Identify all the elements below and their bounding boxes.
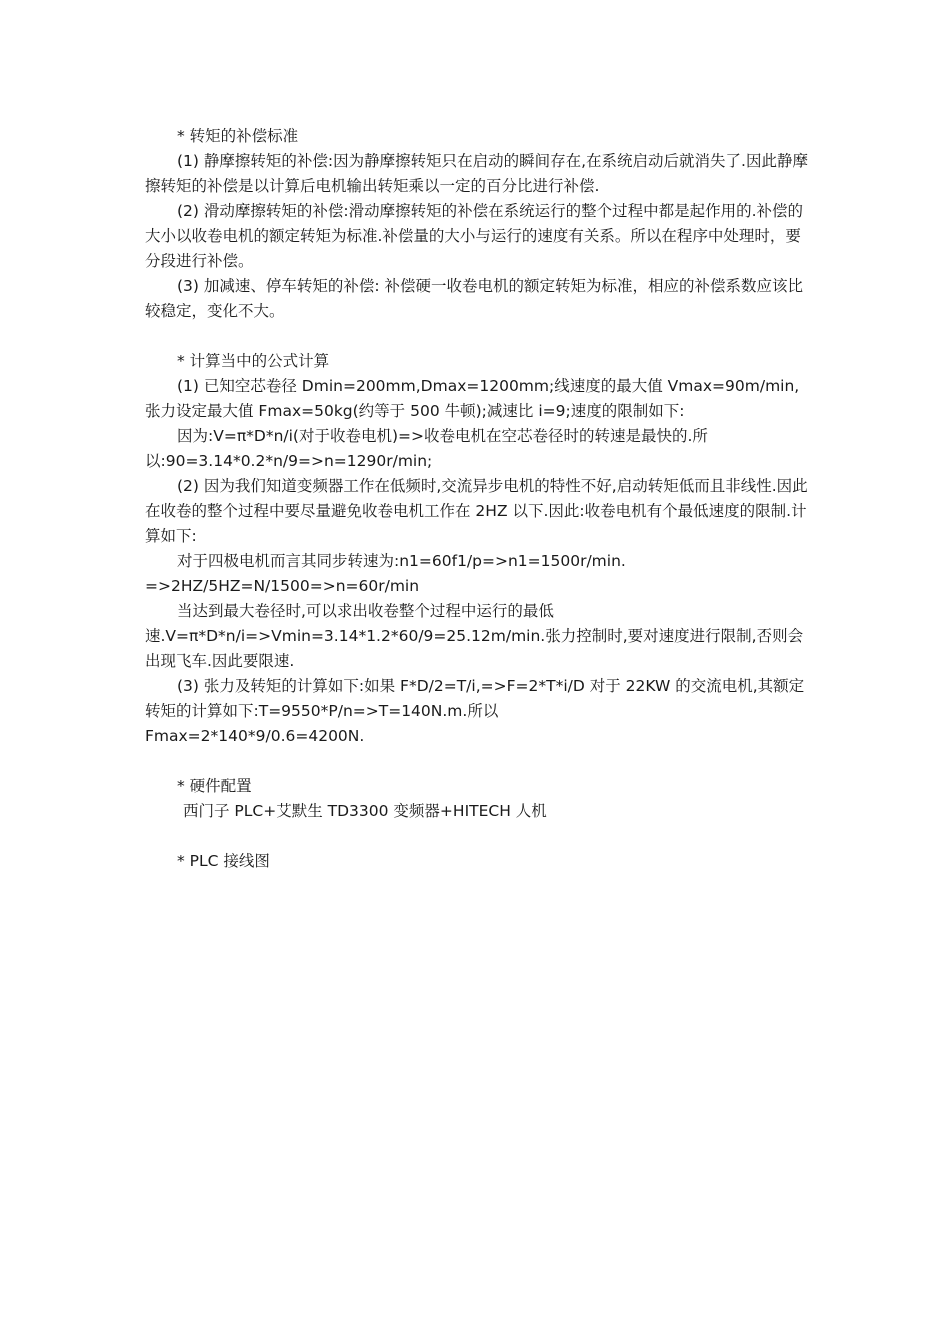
formula-item-1-calc: 因为:V=π*D*n/i(对于收卷电机)=>收卷电机在空芯卷径时的转速是最快的.所以:90=3.14*0.2*n/9=>n=1290r/min; [145,427,708,470]
hardware-config-text: 西门子 PLC+艾默生 TD3300 变频器+HITECH 人机 [183,802,547,820]
section-spacer [145,749,810,774]
document-page [145,124,810,874]
static-friction-paragraph: (1) 静摩擦转矩的补偿:因为静摩擦转矩只在启动的瞬间存在,在系统启动后就消失了.因此静摩擦转矩的补偿是以计算后电机输出转矩乘以一定的百分比进行补偿. [145,152,808,195]
accel-stop-paragraph: (3) 加减速、停车转矩的补偿: 补偿硬一收卷电机的额定转矩为标准，相应的补偿系数应该比较稳定，变化不大。 [145,277,804,320]
formula-item-1: (1) 已知空芯卷径 Dmin=200mm,Dmax=1200mm;线速度的最大值 Vmax=90m/min,张力设定最大值 Fmax=50kg(约等于 500 牛顿);减速比 i=9;速度的限制如下: [145,377,800,420]
section-spacer [145,324,810,349]
formula-item-2-calc-3: 当达到最大卷径时,可以求出收卷整个过程中运行的最低速.V=π*D*n/i=>Vmin=3.14*1.2*60/9=25.12m/min.张力控制时,要对速度进行限制,否则会出现飞车.因此要限速. [145,602,804,670]
sliding-friction-paragraph: (2) 滑动摩擦转矩的补偿:滑动摩擦转矩的补偿在系统运行的整个过程中都是起作用的.补偿的大小以收卷电机的额定转矩为标准.补偿量的大小与运行的速度有关系。所以在程序中处理时，要分段进行补偿。 [145,202,804,270]
formula-item-3: (3) 张力及转矩的计算如下:如果 F*D/2=T/i,=>F=2*T*i/D 对于 22KW 的交流电机,其额定转矩的计算如下:T=9550*P/n=>T=140N.m.所以 [145,677,805,720]
plc-wiring-heading: * PLC 接线图 [177,852,270,870]
formula-item-2-calc-2: =>2HZ/5HZ=N/1500=>n=60r/min [145,577,420,595]
formula-heading: * 计算当中的公式计算 [177,352,330,370]
section-spacer [145,824,810,849]
formula-item-2-calc-1: 对于四极电机而言其同步转速为:n1=60f1/p=>n1=1500r/min. [177,552,626,570]
formula-item-3-result: Fmax=2*140*9/0.6=4200N. [145,727,365,745]
torque-compensation-heading: * 转矩的补偿标准 [177,127,299,145]
formula-item-2: (2) 因为我们知道变频器工作在低频时,交流异步电机的特性不好,启动转矩低而且非线性.因此在收卷的整个过程中要尽量避免收卷电机工作在 2HZ 以下.因此:收卷电机有个最低速度的限制.计算如下: [145,477,808,545]
hardware-heading: * 硬件配置 [177,777,252,795]
